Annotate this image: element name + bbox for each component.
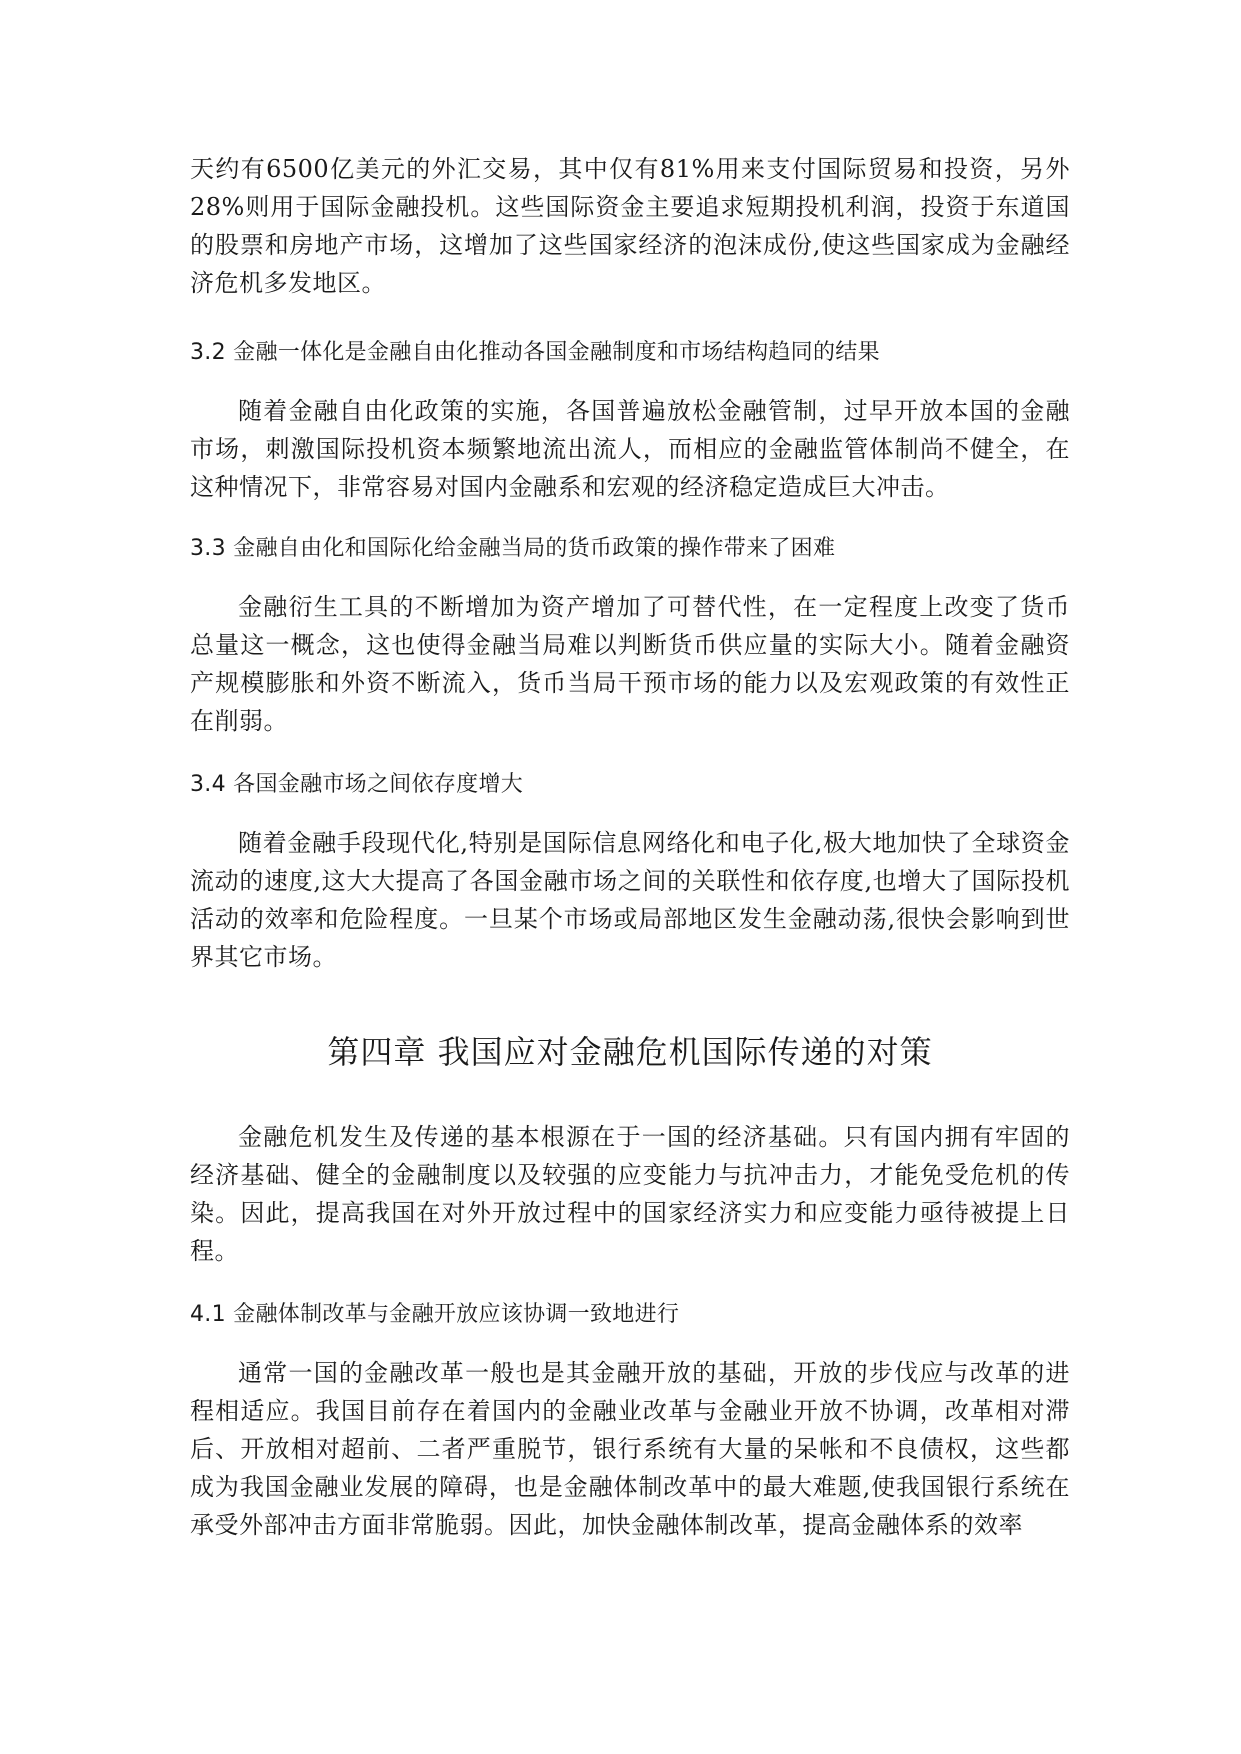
heading-3-3: 3.3 金融自由化和国际化给金融当局的货币政策的操作带来了困难 [190,536,836,561]
paragraph-4-1: 通常一国的金融改革一般也是其金融开放的基础，开放的步伐应与改革的进程相适应。我国目前存在着国内的金融业改革与金融业开放不协调，改革相对滞后、开放相对超前、二者严重脱节，银行系统有大量的呆帐和不良债权，这些都成为我国金融业发展的障碍，也是金融体制改革中的最大难题,使我国银行系统在承受外部冲击方面非常脆弱。因此，加快金融体制改革，提高金融体系的效率 [190,1359,1070,1539]
paragraph-3-2: 随着金融自由化政策的实施，各国普遍放松金融管制，过早开放本国的金融市场，刺激国际投机资本频繁地流出流人，而相应的金融监管体制尚不健全，在这种情况下，非常容易对国内金融系和宏观的经济稳定造成巨大冲击。 [190,397,1070,501]
heading-3-2: 3.2 金融一体化是金融自由化推动各国金融制度和市场结构趋同的结果 [190,340,880,365]
paragraph-3-4: 随着金融手段现代化,特别是国际信息网络化和电子化,极大地加快了全球资金流动的速度,这大大提高了各国金融市场之间的关联性和依存度,也增大了国际投机活动的效率和危险程度。一旦某个市场或局部地区发生金融动荡,很快会影响到世界其它市场。 [190,829,1070,971]
chapter-4-title: 第四章 我国应对金融危机国际传递的对策 [327,1033,933,1071]
paragraph-3-3: 金融衍生工具的不断增加为资产增加了可替代性，在一定程度上改变了货币总量这一概念，这也使得金融当局难以判断货币供应量的实际大小。随着金融资产规模膨胀和外资不断流入，货币当局干预市场的能力以及宏观政策的有效性正在削弱。 [190,593,1070,735]
heading-3-4: 3.4 各国金融市场之间依存度增大 [190,772,524,797]
document-body [190,150,1070,1544]
heading-4-1: 4.1 金融体制改革与金融开放应该协调一致地进行 [190,1302,680,1327]
paragraph-4-intro: 金融危机发生及传递的基本根源在于一国的经济基础。只有国内拥有牢固的经济基础、健全的金融制度以及较强的应变能力与抗冲击力，才能免受危机的传染。因此，提高我国在对外开放过程中的国家经济实力和应变能力亟待被提上日程。 [190,1123,1070,1265]
paragraph-intro: 天约有6500亿美元的外汇交易，其中仅有81%用来支付国际贸易和投资，另外28%则用于国际金融投机。这些国际资金主要追求短期投机利润，投资于东道国的股票和房地产市场，这增加了这些国家经济的泡沫成份,使这些国家成为金融经济危机多发地区。 [190,155,1070,297]
